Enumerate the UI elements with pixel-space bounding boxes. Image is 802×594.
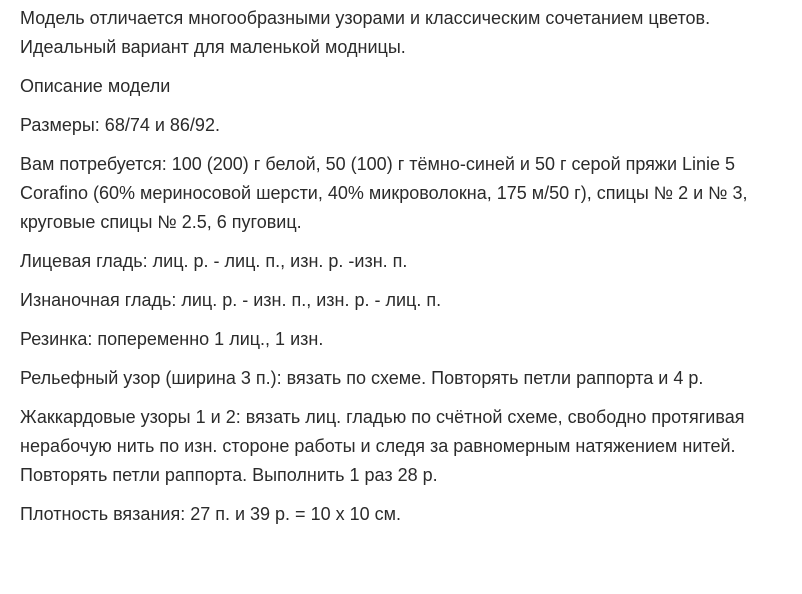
- jacquard-pattern-paragraph: Жаккардовые узоры 1 и 2: вязать лиц. гладью по счётной схеме, свободно протягивая нерабочую нить по изн. стороне работы и следя за равномерным натяжением нитей. Повторять петли раппорта. Выполнить 1 раз 28 р.: [20, 407, 745, 485]
- section-heading-model-description: Описание модели: [20, 76, 171, 96]
- ribbing-paragraph: Резинка: попеременно 1 лиц., 1 изн.: [20, 329, 324, 349]
- gauge-paragraph: Плотность вязания: 27 п. и 39 р. = 10 х 10 см.: [20, 504, 401, 524]
- reverse-stockinette-paragraph: Изнаночная гладь: лиц. р. - изн. п., изн. р. - лиц. п.: [20, 290, 442, 310]
- sizes-paragraph: Размеры: 68/74 и 86/92.: [20, 115, 220, 135]
- document-body: [20, 4, 796, 539]
- stockinette-stitch-paragraph: Лицевая гладь: лиц. р. - лиц. п., изн. р. -изн. п.: [20, 251, 408, 271]
- relief-pattern-paragraph: Рельефный узор (ширина 3 п.): вязать по схеме. Повторять петли раппорта и 4 р.: [20, 368, 704, 388]
- intro-paragraph: Модель отличается многообразными узорами и классическим сочетанием цветов. Идеальный вариант для маленькой модницы.: [20, 8, 711, 57]
- materials-paragraph: Вам потребуется: 100 (200) г белой, 50 (100) г тёмно-синей и 50 г серой пряжи Linie 5 Corafino (60% мериносовой шерсти, 40% микроволокна, 175 м/50 г), спицы № 2 и № 3, круговые спицы № 2.5, 6 пуговиц.: [20, 154, 748, 232]
